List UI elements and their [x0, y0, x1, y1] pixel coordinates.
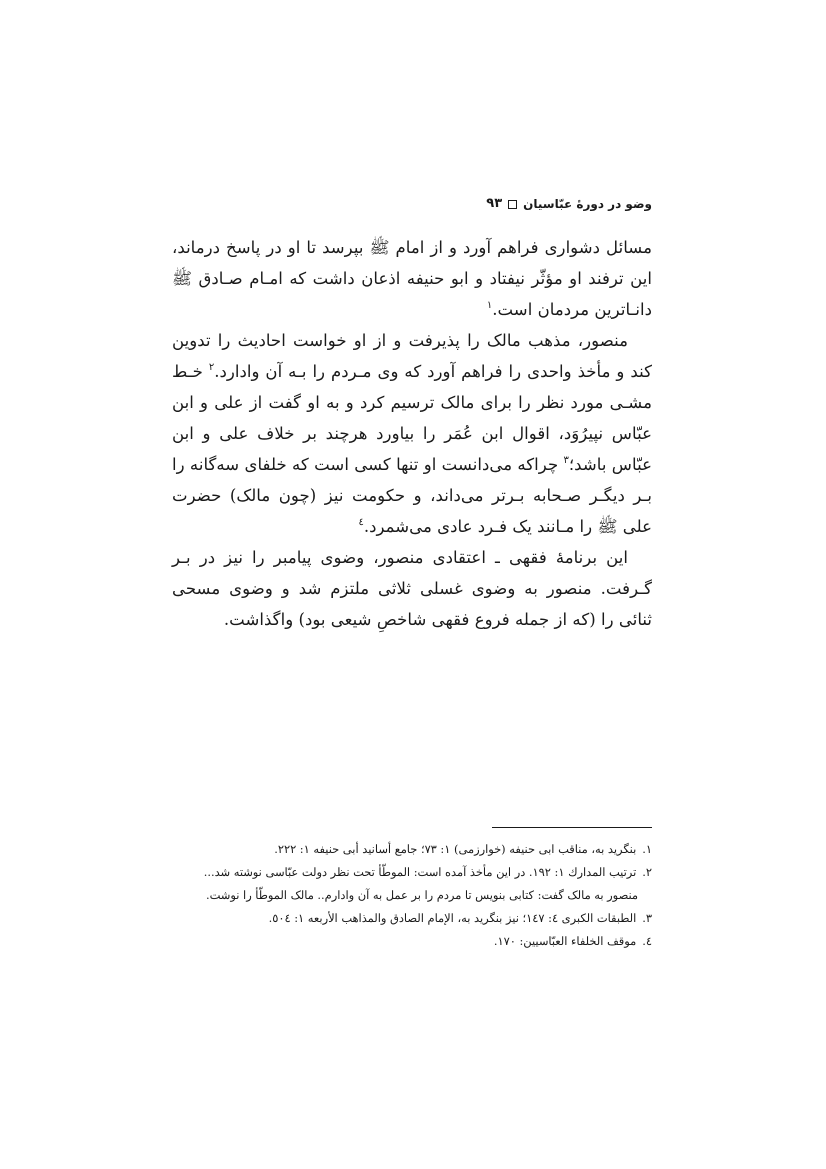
paragraph-text: مسائل دشواری فراهم آورد و از امام ﷺ بپرسد تا او در پاسخ درماند، این ترفند او مؤثّر نیفتاد و ابو حنیفه اذعان داشت که امـام صـادق ﷺ دانـاترین مردمان است.: [172, 238, 652, 319]
footnote-number: ۲.: [642, 865, 652, 879]
footnote-3: [172, 907, 652, 930]
footnote-text: بنگرید به، مناقب ابی حنیفه (خوارزمی) ۱: ۷۳؛ جامع أسانید أبی حنیفه ۱: ۲۲۲.: [274, 842, 637, 856]
footnote-marker: ۲: [208, 362, 215, 373]
footnote-2-continued: [172, 884, 652, 907]
footnote-2: [172, 861, 652, 884]
main-text: [172, 232, 652, 635]
paragraph-2: [172, 325, 652, 542]
footnote-number: ٤.: [642, 934, 652, 948]
running-header: [172, 196, 652, 212]
footnote-4: [172, 930, 652, 953]
footnote-text: ترتیب المدارك ۱: ۱۹۲. در این مأخذ آمده است: الموطّأ تحت نظر دولت عبّاسی نوشته شد...: [203, 865, 637, 879]
footnote-1: [172, 838, 652, 861]
footnote-number: ۳.: [642, 911, 652, 925]
paragraph-text: خـط مشـی مورد نظر را برای مالک ترسیم کرد و به او گفت از علی و ابن عبّاس نپیرُوَد، اقوال ابن عُمَر را بیاورد هرچند بر خلاف علی و ابن عبّاس باشد؛: [172, 362, 652, 474]
book-page: [172, 0, 652, 1169]
square-ornament-icon: [508, 200, 517, 209]
paragraph-text: این برنامهٔ فقهی ـ اعتقادی منصور، وضوی پیامبر را نیز در بـر گـرفت. منصور به وضوی غسلی ثلاثی ملتزم شد و وضوی مسحی ثنائی را (که از جمله فروع فقهی شاخصِ شیعی بود) واگذاشت.: [172, 548, 652, 629]
footnote-marker: ۳: [563, 455, 569, 466]
page-number: ۹۳: [486, 196, 503, 211]
footnote-text: موقف الخلفاء العبّاسیین: ۱۷۰.: [493, 934, 637, 948]
footnote-marker: ٤: [358, 517, 364, 528]
paragraph-3: [172, 542, 652, 635]
footnote-text: منصور به مالک گفت: کتابی بنویس تا مردم را بر عمل به آن وادارم.. مالک الموطّأ را نوشت.: [206, 888, 638, 902]
paragraph-1: [172, 232, 652, 325]
paragraph-text: منصور، مذهب مالک را پذیرفت و از او خواست احادیث را تدوین کند و مأخذ واحدی را فراهم آورد که وی مـردم را بـه آن وادارد.: [172, 331, 652, 381]
footnote-marker: ۱: [486, 300, 493, 311]
footnote-number: ۱.: [642, 842, 652, 856]
footnotes: [172, 838, 652, 953]
footnote-text: الطبقات الکبری ٤: ۱٤۷؛ نیز بنگرید به، الإمام الصادق والمذاهب الأربعه ۱: ٥٠٤.: [268, 911, 637, 925]
footnote-separator: [492, 827, 652, 828]
chapter-title: وضو در دورهٔ عبّاسیان: [523, 197, 652, 211]
paragraph-text: چراکه می‌دانست او تنها کسی است که خلفای سه‌گانه را بـر دیگـر صـحابه بـرتر می‌داند، و حکومت نیز (چون مالک) حضرت علی ﷺ را مـانند یک فـرد عادی می‌شمرد.: [172, 455, 652, 536]
